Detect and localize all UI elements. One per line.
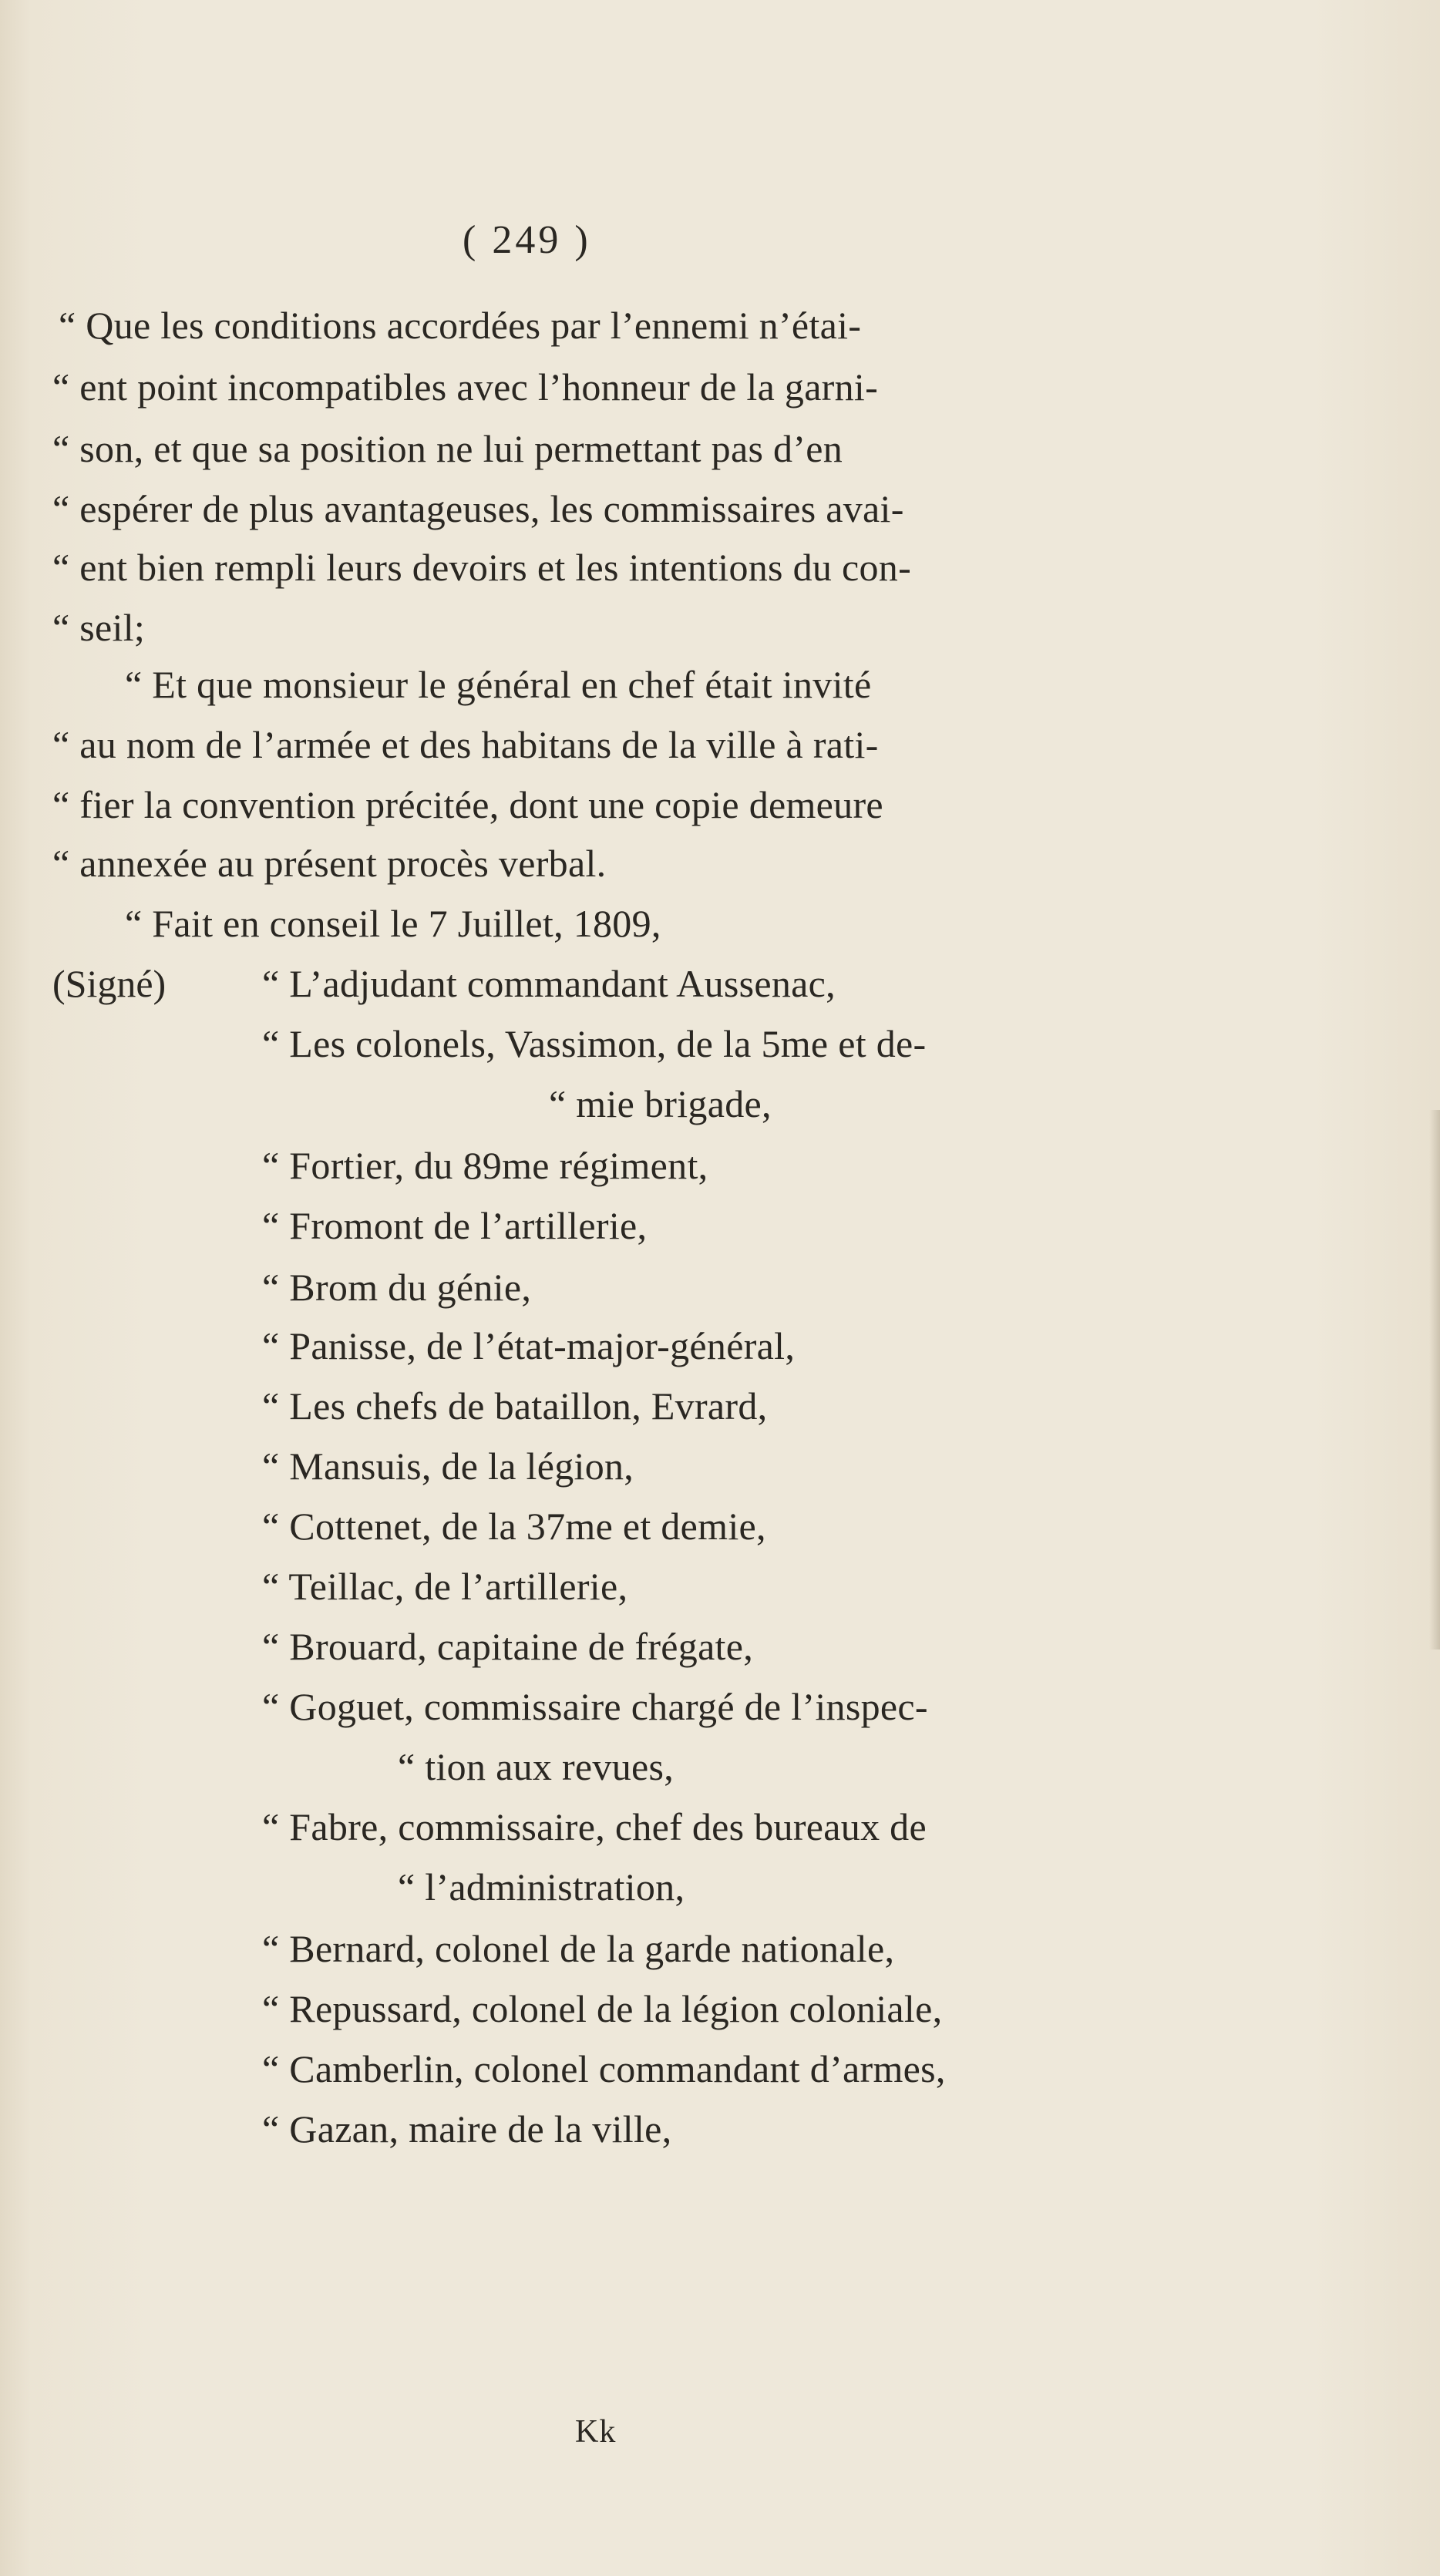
page-number: ( 249 ) (463, 218, 591, 262)
page-edge-shadow (1429, 1110, 1440, 1650)
signature-entry: “ Goguet, commissaire chargé de l’inspec- (262, 1685, 928, 1728)
body-line: “ ent point incompatibles avec l’honneur de la garni- (52, 365, 879, 409)
signature-entry: “ Repussard, colonel de la légion coloniale, (262, 1987, 943, 2030)
signature-entry: “ Cottenet, de la 37me et demie, (262, 1505, 766, 1548)
body-line: “ Fait en conseil le 7 Juillet, 1809, (125, 902, 661, 945)
signature-entry: “ Panisse, de l’état-major-général, (262, 1324, 796, 1367)
body-line: “ au nom de l’armée et des habitans de la ville à rati- (52, 723, 879, 766)
signature-entry: “ Les chefs de bataillon, Evrard, (262, 1384, 768, 1428)
signature-entry: “ mie brigade, (549, 1082, 772, 1125)
signature-mark: Kk (575, 2414, 617, 2450)
signature-entry: “ Bernard, colonel de la garde nationale, (262, 1927, 895, 1970)
signature-entry: “ Les colonels, Vassimon, de la 5me et de- (262, 1022, 927, 1065)
signature-entry: “ Camberlin, colonel commandant d’armes, (262, 2047, 946, 2090)
body-line: “ son, et que sa position ne lui permettant pas d’en (52, 427, 843, 470)
signature-entry: “ Brouard, capitaine de frégate, (262, 1625, 754, 1668)
signature-entry: “ tion aux revues, (398, 1745, 675, 1788)
body-line: “ Et que monsieur le général en chef était invité (125, 663, 872, 706)
signature-entry: “ Fabre, commissaire, chef des bureaux de (262, 1805, 927, 1848)
body-line: “ espérer de plus avantageuses, les commissaires avai- (52, 487, 904, 530)
body-line: “ seil; (52, 606, 146, 649)
signature-entry: “ Fromont de l’artillerie, (262, 1204, 648, 1247)
signature-entry: “ Teillac, de l’artillerie, (262, 1565, 628, 1608)
signature-entry: “ Fortier, du 89me régiment, (262, 1144, 708, 1187)
body-line: “ fier la convention précitée, dont une copie demeure (52, 783, 883, 826)
signature-entry: “ Mansuis, de la légion, (262, 1444, 634, 1488)
signature-entry: “ Gazan, maire de la ville, (262, 2107, 672, 2151)
body-line: “ Que les conditions accordées par l’ennemi n’étai- (59, 304, 862, 347)
signature-entry: “ Brom du génie, (262, 1266, 532, 1309)
signature-entry: “ l’administration, (398, 1865, 685, 1908)
body-line: “ annexée au présent procès verbal. (52, 842, 607, 885)
signed-label: (Signé) (52, 962, 167, 1005)
signature-entry: “ L’adjudant commandant Aussenac, (262, 962, 836, 1005)
body-line: “ ent bien rempli leurs devoirs et les intentions du con- (52, 546, 912, 589)
